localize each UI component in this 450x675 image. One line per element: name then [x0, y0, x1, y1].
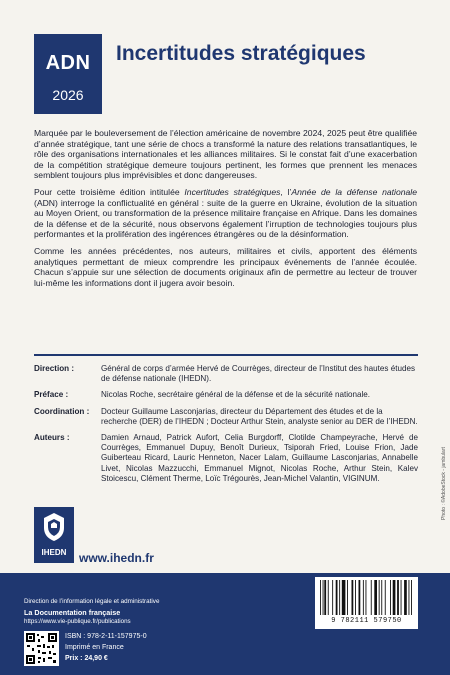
credits [34, 364, 418, 490]
barcode-icon [319, 580, 414, 615]
qr-code-icon [24, 631, 59, 666]
publisher-direction: Direction de l’information légale et administrative [24, 598, 160, 605]
ihedn-emblem-icon [42, 512, 66, 542]
credit-row-coordination [34, 407, 418, 427]
credit-row-direction [34, 364, 418, 384]
blurb-paragraph-1: Marquée par le bouleversement de l’élection américaine de novembre 2024, 2025 peut être qualifiée d’année stratégique, tant une série de chocs a transformé la nature des relations transatlantiques, le rôle des organisations internationales et les alliances militaires. Si le constat fait d’une exacerbation de la compétition stratégique demeure toujours pertinent, les formes que prennent les menaces semblent toujours plus imprévisibles et donc dangereuses. [34, 128, 417, 181]
credit-label: Auteurs : [34, 433, 70, 443]
barcode [315, 577, 418, 629]
credit-row-authors [34, 433, 418, 484]
printed-in: Imprimé en France [65, 644, 124, 651]
barcode-digits: 9 782111 579750 [331, 617, 402, 625]
photo-credit: Photo : ©AdobeStock - jambulart [441, 447, 447, 520]
divider [34, 354, 418, 356]
credit-label: Direction : [34, 364, 75, 373]
credit-value: Damien Arnaud, Patrick Aufort, Celia Burgdorff, Clotilde Champeyrache, Hervé de Courrèges, Emmanuel Dupuy, Benoît Durieux, Tsiporah Fried, Louise Frion, Jade Guiberteau Ricard, Lauric Henneton, Nacer Lalam, Guillaume Lasconjarias, Annabelle Livet, Nicolas Mazzucchi, Emmanuel Mignot, Nicolas Roche, Arthur Stein, Kalev Stoicescu, Clément Therme, Loïc Trégourès, Jean-Michel Valantin, VIGINUM. [101, 433, 418, 483]
qr-code [24, 631, 59, 666]
book-title: Incertitudes stratégiques [116, 42, 366, 65]
isbn: ISBN : 978-2-11-157975-0 [65, 633, 147, 640]
badge-title: ADN [45, 52, 91, 74]
price: Prix : 24,90 € [65, 655, 108, 662]
blurb-paragraph-3: Comme les années précédentes, nos auteurs, militaires et civils, apportent des éléments analytiques permettant de mieux comprendre les principaux événements de l’année écoulée. Chacun s’appuie sur une sélection de documents originaux afin de permettre au lecteur de trouver lui-même les informations dont il jugera avoir besoin. [34, 245, 417, 288]
credit-label: Préface : [34, 390, 69, 400]
ihedn-logo [34, 507, 74, 563]
book-info [65, 631, 147, 664]
credit-value: Docteur Guillaume Lasconjarias, directeur du Département des études et de la recherche (DER) de l’IHEDN ; Docteur Arthur Stein, analyste senior au DER de l’IHEDN. [101, 406, 418, 426]
credit-label: Coordination : [34, 406, 90, 416]
publisher-url[interactable]: https://www.vie-publique.fr/publications [24, 618, 131, 625]
credit-row-preface [34, 390, 418, 400]
adn-badge [34, 34, 102, 114]
credit-value: Nicolas Roche, secrétaire général de la défense et de la sécurité nationale. [101, 390, 371, 400]
blurb-paragraph-2: Pour cette troisième édition intitulée Incertitudes stratégiques, l’Année de la défense nationale (ADN) interroge la conflictualité en général : suite de la guerre en Ukraine, évolution de la situation au Moyen Orient, ou transformation de la présence militaire française en Afrique. Dans les domaines de la défense et de la sécurité, nous observons également l’irruption de technologies toujours plus performantes et la prolifération des ingérences étrangères ou de la désinformation. [34, 186, 417, 240]
badge-year: 2026 [52, 87, 84, 103]
blurb [34, 128, 417, 294]
credit-value: Général de corps d’armée Hervé de Courrèges, directeur de l’Institut des hautes études de défense nationale (IHEDN). [101, 364, 416, 384]
logo-word: IHEDN [41, 548, 67, 557]
website-link[interactable]: www.ihedn.fr [79, 551, 154, 565]
publisher-name: La Documentation française [24, 608, 121, 617]
